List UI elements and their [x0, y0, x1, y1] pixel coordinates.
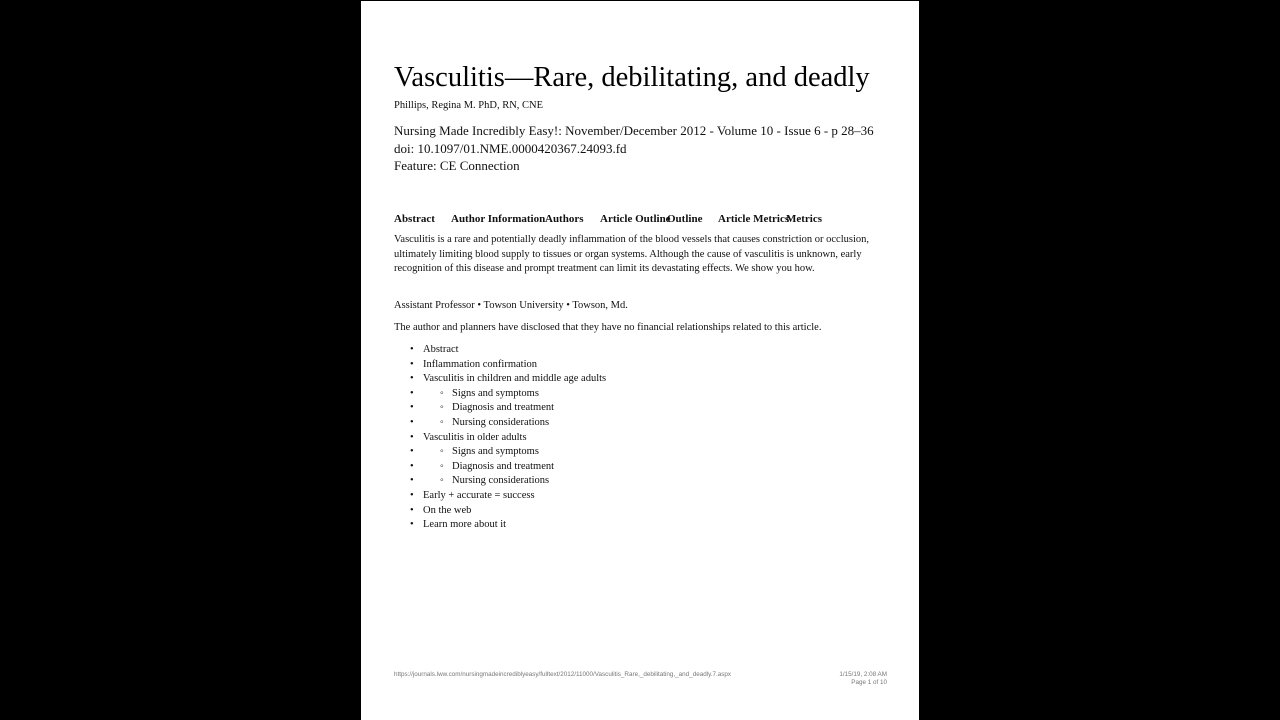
article-doi: doi: 10.1097/01.NME.0000420367.24093.fd	[394, 140, 627, 156]
outline-item[interactable]	[394, 416, 886, 431]
tab-authors[interactable]: Authors	[545, 213, 584, 225]
article-authors: Phillips, Regina M. PhD, RN, CNE	[394, 100, 544, 111]
outline-item[interactable]	[394, 518, 886, 533]
bullet-icon: •	[410, 373, 414, 385]
outline-item[interactable]	[394, 387, 886, 402]
outline-item-label: Vasculitis in children and middle age adults	[423, 373, 607, 385]
tab-article-outline[interactable]: Article Outline	[600, 213, 671, 225]
bullet-icon: •	[410, 402, 414, 414]
tab-author-information[interactable]: Author Information	[451, 213, 546, 225]
sub-bullet-icon: ◦	[440, 446, 444, 458]
outline-item[interactable]	[394, 431, 886, 446]
bullet-icon: •	[410, 489, 414, 501]
outline-item-label: Nursing considerations	[452, 475, 550, 487]
outline-item-label: Diagnosis and treatment	[452, 402, 555, 414]
disclosure-statement: The author and planners have disclosed that they have no financial relationships related to this article.	[394, 322, 822, 333]
footer-url: https://journals.lww.com/nursingmadeincrediblyeasy/fulltext/2012/11000/Vasculitis_Rare,_debilitating,_and_deadly.7.aspx	[394, 671, 732, 678]
document-page	[361, 1, 919, 720]
article-feature: Feature: CE Connection	[394, 158, 520, 174]
outline-item[interactable]	[394, 489, 886, 504]
tab-outline[interactable]: Outline	[667, 213, 703, 225]
outline-item[interactable]	[394, 474, 886, 489]
article-title: Vasculitis—Rare, debilitating, and deadly	[394, 62, 870, 93]
outline-item-label: Inflammation confirmation	[423, 358, 538, 370]
bullet-icon: •	[410, 446, 414, 458]
bullet-icon: •	[410, 416, 414, 428]
outline-item-label: Nursing considerations	[452, 416, 550, 428]
bullet-icon: •	[410, 431, 414, 443]
bullet-icon: •	[410, 344, 414, 355]
outline-item-label: Signs and symptoms	[452, 446, 539, 458]
tab-article-metrics[interactable]: Article Metrics	[718, 213, 790, 225]
article-outline	[394, 343, 886, 533]
sub-bullet-icon: ◦	[440, 475, 444, 487]
sub-bullet-icon: ◦	[440, 460, 444, 472]
outline-item-label: Diagnosis and treatment	[452, 460, 555, 472]
bullet-icon: •	[410, 460, 414, 472]
outline-item[interactable]	[394, 372, 886, 387]
footer-timestamp: 1/15/19, 2:08 AM	[839, 671, 887, 678]
bullet-icon: •	[410, 504, 414, 516]
sub-bullet-icon: ◦	[440, 402, 444, 414]
bullet-icon: •	[410, 358, 414, 370]
outline-item[interactable]	[394, 445, 886, 460]
outline-item[interactable]	[394, 460, 886, 475]
tab-abstract[interactable]: Abstract	[394, 213, 435, 225]
outline-item-label: Learn more about it	[423, 519, 507, 531]
journal-citation: Nursing Made Incredibly Easy!: November/December 2012 - Volume 10 - Issue 6 - p 28–36	[394, 123, 874, 138]
sub-bullet-icon: ◦	[440, 416, 444, 428]
outline-item[interactable]	[394, 504, 886, 519]
article-meta	[394, 122, 886, 175]
tab-metrics[interactable]: Metrics	[786, 213, 823, 225]
outline-item[interactable]	[394, 401, 886, 416]
outline-item-label: Signs and symptoms	[452, 387, 539, 399]
bullet-icon: •	[410, 475, 414, 487]
bullet-icon: •	[410, 519, 414, 531]
sub-bullet-icon: ◦	[440, 387, 444, 399]
footer-page-number: Page 1 of 10	[851, 679, 887, 686]
author-affiliation: Assistant Professor • Towson University • Towson, Md.	[394, 300, 628, 311]
footer-info	[839, 671, 887, 687]
bullet-icon: •	[410, 387, 414, 399]
abstract-text: Vasculitis is a rare and potentially deadly inflammation of the blood vessels that causes constriction or occlusion, ultimately limiting blood supply to tissues or organ systems. Although the cause of vasculitis is unknown, early recognition of this disease and prompt treatment can limit its devastating effects. We show you how.	[394, 234, 870, 275]
outline-item[interactable]	[394, 343, 886, 358]
outline-item[interactable]	[394, 358, 886, 373]
outline-item-label: Abstract	[423, 344, 459, 355]
outline-item-label: Early + accurate = success	[423, 489, 535, 501]
outline-item-label: Vasculitis in older adults	[423, 431, 527, 443]
article-tabs	[394, 212, 886, 226]
outline-item-label: On the web	[423, 504, 472, 516]
